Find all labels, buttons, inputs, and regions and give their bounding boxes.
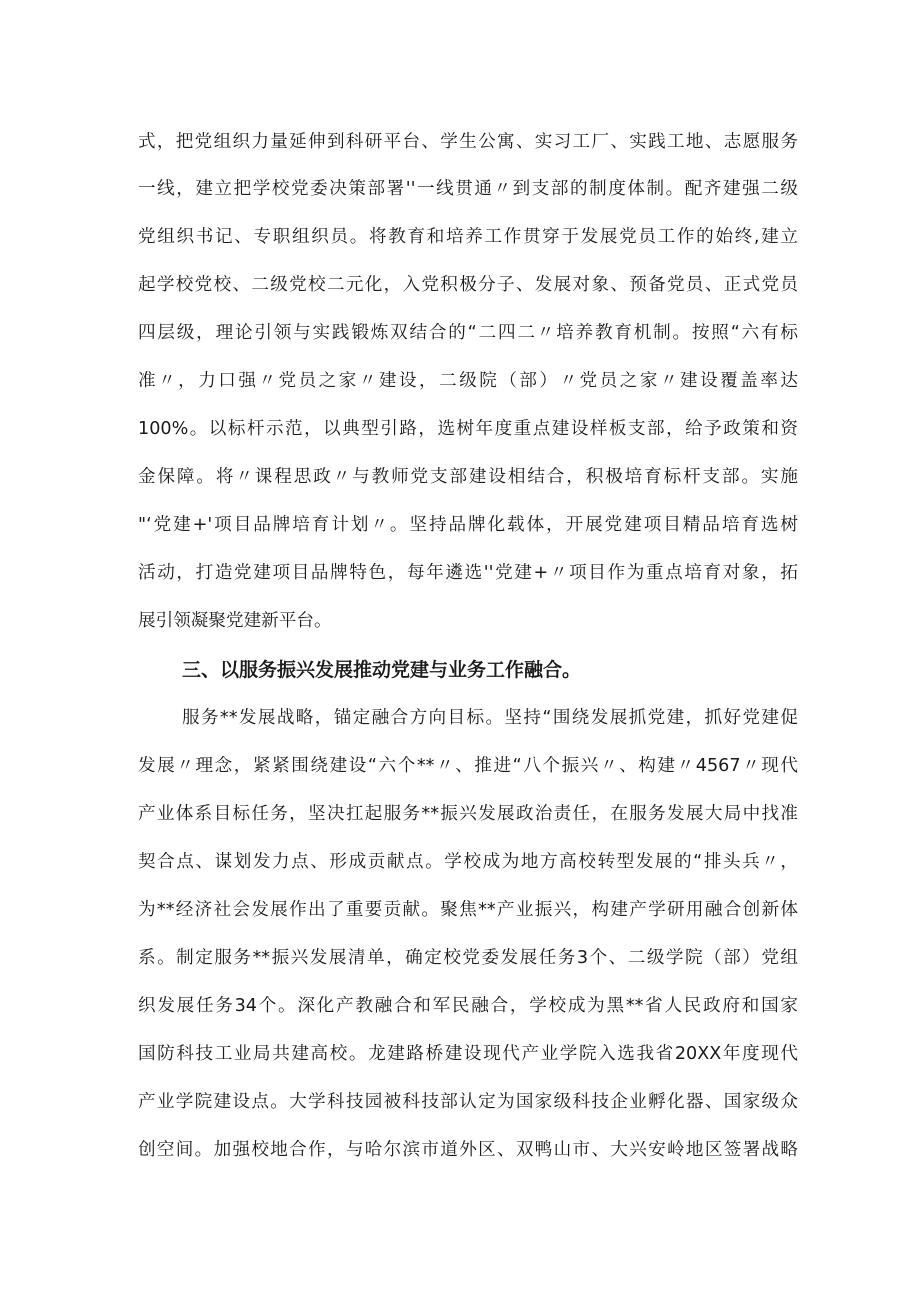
paragraph-line: 织发展任务34个。深化产教融合和军民融合，学校成为黑**省人民政府和国家 [138,996,798,1016]
section-heading: 三、以服务振兴发展推动党建与业务工作融合。 [182,659,582,681]
paragraph-line: 发展〃理念，紧紧围绕建设“六个**〃、推进“八个振兴〃、构建〃4567〃现代 [138,756,798,776]
paragraph-line: 活动，打造党建项目品牌特色，每年遴选''党建+〃项目作为重点培育对象，拓 [138,563,798,583]
paragraph-line: 创空间。加强校地合作，与哈尔滨市道外区、双鸭山市、大兴安岭地区签署战略 [138,1140,798,1160]
paragraph-line: 100%。以标杆示范，以典型引路，选树年度重点建设样板支部，给予政策和资 [138,419,798,439]
paragraph-line: 契合点、谋划发力点、形成贡献点。学校成为地方高校转型发展的“排头兵〃， [138,852,798,872]
paragraph-line: 产业学院建设点。大学科技园被科技部认定为国家级科技企业孵化器、国家级众 [138,1092,798,1112]
paragraph-line: 产业体系目标任务，坚决扛起服务**振兴发展政治责任，在服务发展大局中找准 [138,804,798,824]
paragraph-line: 准〃，力口强〃党员之家〃建设，二级院（部）〃党员之家〃建设覆盖率达 [138,371,798,391]
paragraph-line: 展引领凝聚党建新平台。 [138,611,332,631]
paragraph-line: 四层级，理论引领与实践锻炼双结合的“二四二〃培养教育机制。按照“六有标 [138,323,798,343]
paragraph-line: 国防科技工业局共建高校。龙建路桥建设现代产业学院入选我省20XX年度现代 [138,1044,798,1064]
paragraph-line: "‘党建+'项目品牌培育计划〃。坚持品牌化载体，开展党建项目精品培育选树 [138,515,798,535]
paragraph-line: 系。制定服务**振兴发展清单，确定校党委发展任务3个、二级学院（部）党组 [138,948,798,968]
paragraph-line: 服务**发展战略，锚定融合方向目标。坚持“围绕发展抓党建，抓好党建促 [182,708,798,728]
paragraph-line: 金保障。将〃课程思政〃与教师党支部建设相结合，积极培育标杆支部。实施 [138,467,798,487]
paragraph-line: 一线，建立把学校党委决策部署''一线贯通〃到支部的制度体制。配齐建强二级 [138,179,798,199]
paragraph-line: 为**经济社会发展作出了重要贡献。聚焦**产业振兴，构建产学研用融合创新体 [138,900,798,920]
paragraph-line: 起学校党校、二级党校二元化，入党积极分子、发展对象、预备党员、正式党员 [138,275,798,295]
paragraph-line: 党组织书记、专职组织员。将教育和培养工作贯穿于发展党员工作的始终,建立 [138,227,798,247]
paragraph-line: 式，把党组织力量延伸到科研平台、学生公寓、实习工厂、实践工地、志愿服务 [138,132,798,152]
